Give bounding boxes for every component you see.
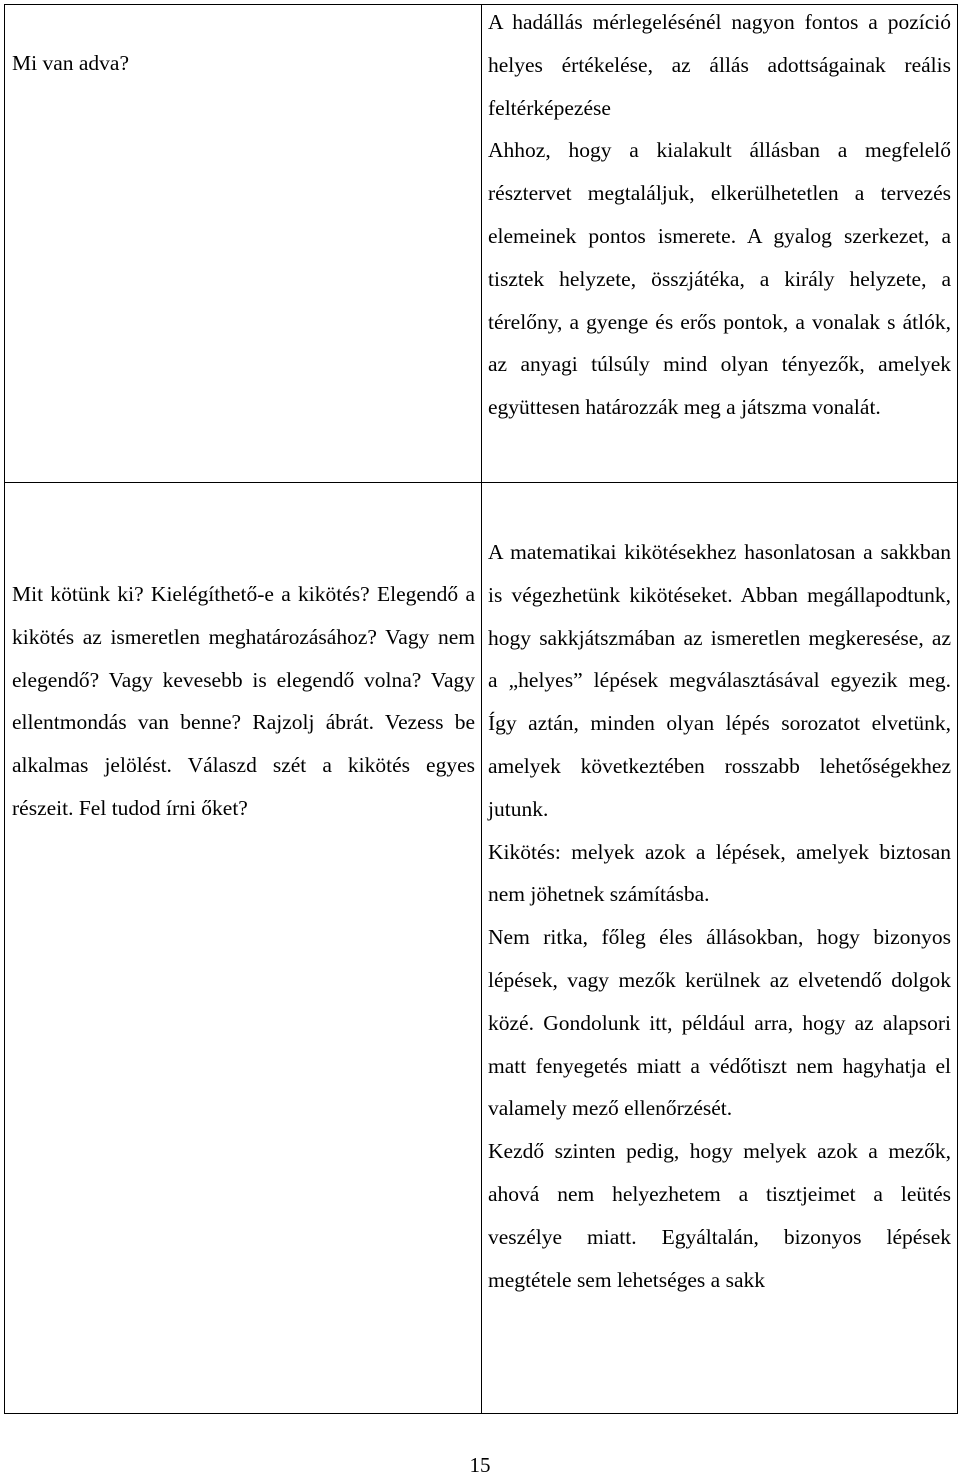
question-cell: [5, 483, 482, 1414]
table-row: [5, 483, 958, 1414]
page-number: 15: [469, 1453, 491, 1477]
answer-paragraph: A matematikai kikötésekhez hasonlatosan a sakkban is végezhetünk kikötéseket. Abban megállapodtunk, hogy sakkjátszmában az ismeretlen megkeresése, az a „helyes” lépések megválasztásával egyezik meg. Így aztán, minden olyan lépés sorozatot elvetünk, amelyek következtében rosszabb lehetőségekhez jutunk.: [488, 540, 951, 821]
question-text: Mit kötünk ki? Kielégíthető-e a kikötés? Elegendő a kikötés az ismeretlen meghatározásához? Vagy nem elegendő? Vagy kevesebb is elegendő volna? Vagy ellentmondás van benne? Rajzolj ábrát. Vezess be alkalmas jelölést. Válaszd szét a kikötés egyes részeit. Fel tudod írni őket?: [12, 582, 475, 820]
answer-paragraph: Nem ritka, főleg éles állásokban, hogy bizonyos lépések, vagy mezők kerülnek az elvetendő dolgok közé. Gondolunk itt, például arra, hogy az alapsori matt fenyegetés miatt a védőtiszt nem hagyhatja el valamely mező ellenőrzését.: [488, 925, 951, 1121]
table-row: [5, 5, 958, 483]
answer-cell: [482, 483, 958, 1414]
answer-cell: [482, 5, 958, 483]
question-text: Mi van adva?: [12, 51, 130, 75]
answer-paragraph: A hadállás mérlegelésénél nagyon fontos a pozíció helyes értékelése, az állás adottságainak reális feltérképezése: [488, 10, 951, 120]
question-cell: [5, 5, 482, 483]
answer-paragraph: Kezdő szinten pedig, hogy melyek azok a mezők, ahová nem helyezhetem a tisztjeimet a leütés veszélye miatt. Egyáltalán, bizonyos lépések megtétele sem lehetséges a sakk: [488, 1139, 951, 1292]
answer-paragraph: Ahhoz, hogy a kialakult állásban a megfelelő résztervet megtaláljuk, elkerülhetetlen a tervezés elemeinek pontos ismerete. A gyalog szerkezet, a tisztek helyzete, összjátéka, a király helyzete, a térelőny, a gyenge és erős pontok, a vonalak s átlók, az anyagi túlsúly mind olyan tényezők, amelyek együttesen határozzák meg a játszma vonalát.: [488, 138, 951, 420]
answer-paragraph: Kikötés: melyek azok a lépések, amelyek biztosan nem jöhetnek számításba.: [488, 839, 951, 907]
document-table: [4, 4, 958, 1414]
